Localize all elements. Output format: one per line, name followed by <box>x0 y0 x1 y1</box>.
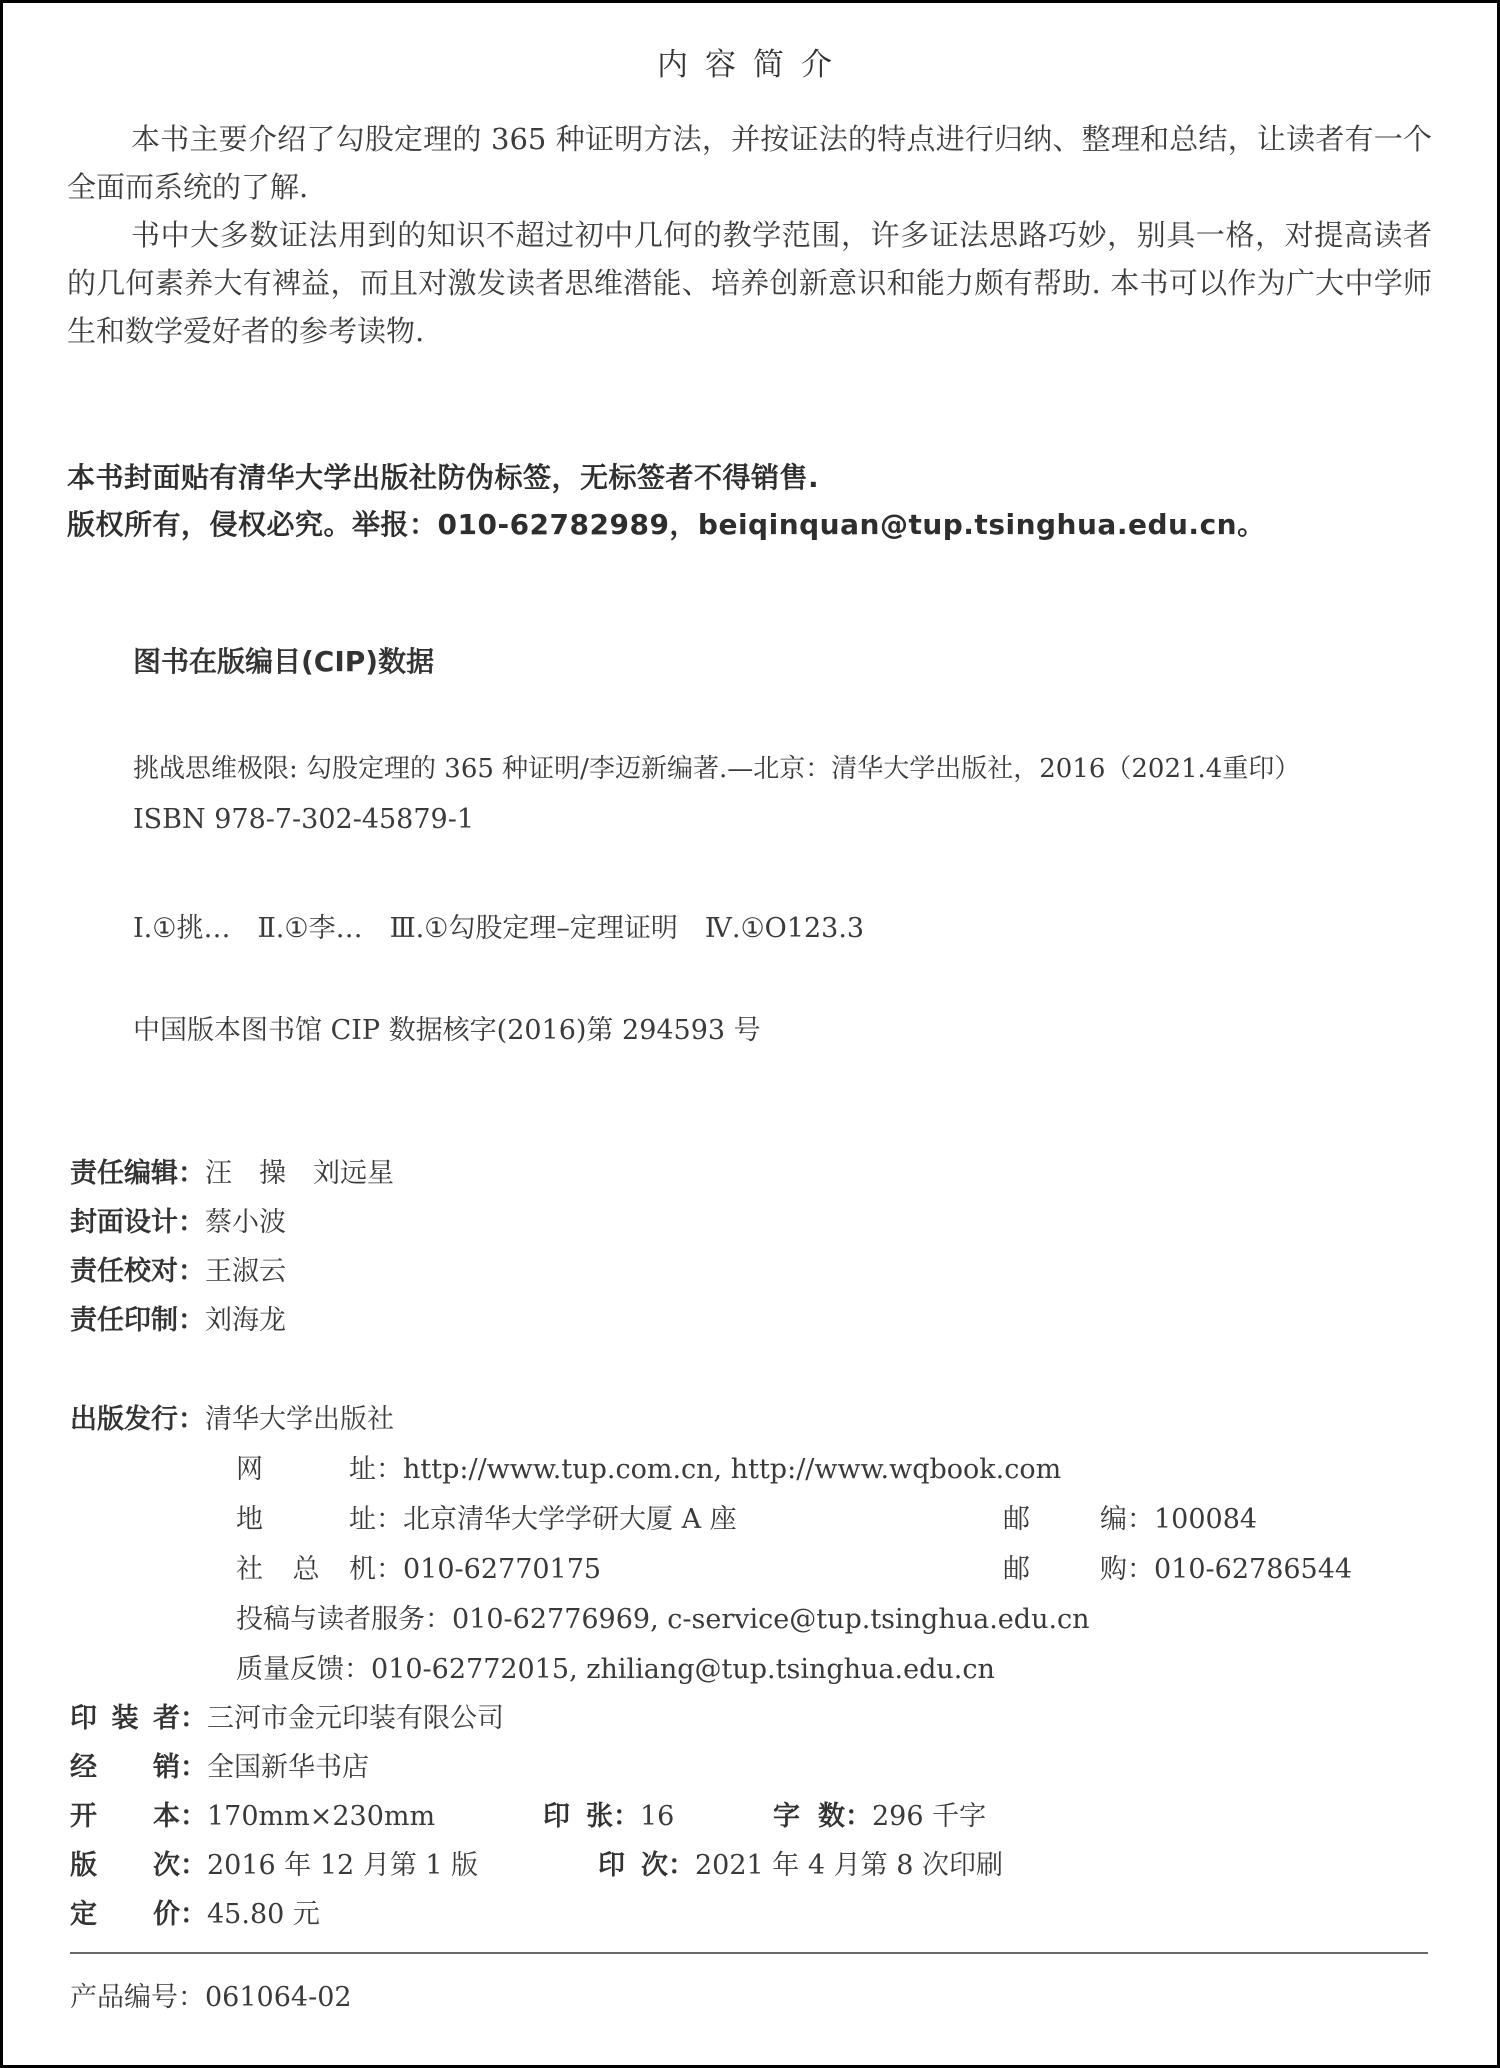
format-label: 开 本 <box>70 1801 180 1832</box>
credit-label: 责任校对： <box>70 1256 205 1287</box>
sheets-value: 16 <box>640 1801 675 1832</box>
sheets-row: 印 张 ：16 <box>543 1794 674 1833</box>
cip-heading: 图书在版编目(CIP)数据 <box>133 645 435 678</box>
switchboard-row: 社 总 机 ：010-62770175 <box>236 1547 601 1586</box>
credit-cover-design <box>70 1200 286 1239</box>
word-count-label: 字 数 <box>773 1801 845 1832</box>
submission-label: 投稿与读者服务： <box>236 1604 452 1635</box>
publisher-row <box>70 1397 394 1436</box>
edition-row: 版 次 ：2016 年 12 月第 1 版 <box>70 1843 478 1882</box>
cip-isbn: ISBN 978-7-302-45879-1 <box>133 804 475 835</box>
price-row: 定 价 ：45.80 元 <box>70 1892 320 1931</box>
distributor-label: 经 销 <box>70 1752 180 1783</box>
quality-feedback-value[interactable]: 010-62772015, zhiliang@tup.tsinghua.edu.cn <box>371 1654 995 1685</box>
anti-counterfeit-notice: 本书封面贴有清华大学出版社防伪标签，无标签者不得销售. <box>67 461 820 494</box>
address-value: 北京清华大学学研大厦 A 座 <box>403 1504 737 1535</box>
product-code-label: 产品编号： <box>70 1982 205 2013</box>
page-title: 内容简介 <box>657 47 849 83</box>
submission-value[interactable]: 010-62776969, c-service@tup.tsinghua.edu.cn <box>452 1604 1090 1635</box>
product-code-value: 061064-02 <box>205 1982 352 2013</box>
edition-label: 版 次 <box>70 1850 180 1881</box>
word-count-row: 字 数 ：296 千字 <box>773 1794 986 1833</box>
credit-label: 封面设计： <box>70 1207 205 1238</box>
address-row: 地 址 ：北京清华大学学研大厦 A 座 <box>236 1497 737 1536</box>
credit-label: 责任印制： <box>70 1305 205 1336</box>
printer-label: 印 装 者 <box>70 1703 180 1734</box>
distributor-value: 全国新华书店 <box>207 1752 369 1783</box>
quality-feedback-label: 质量反馈： <box>236 1654 371 1685</box>
switchboard-label: 社 总 机 <box>236 1554 376 1585</box>
credit-value: 蔡小波 <box>205 1207 286 1238</box>
cip-classification: Ⅰ.①挑… Ⅱ.①李… Ⅲ.①勾股定理–定理证明 Ⅳ.①O123.3 <box>133 913 865 944</box>
price-value: 45.80 元 <box>207 1899 320 1930</box>
mail-order-label: 邮 购 <box>1003 1554 1127 1585</box>
product-code-row <box>70 1975 352 2014</box>
credit-printing-manager <box>70 1298 286 1337</box>
summary-paragraph-2: 书中大多数证法用到的知识不超过初中几何的教学范围，许多证法思路巧妙，别具一格，对提高读者的几何素养大有裨益，而且对激发读者思维潜能、培养创新意识和能力颇有帮助. 本书可以作为广大中学师生和数学爱好者的参考读物. <box>67 218 1432 348</box>
credit-value: 汪 操 刘远星 <box>205 1158 394 1189</box>
website-row: 网 址 ：http://www.tup.com.cn, http://www.wqbook.com <box>236 1447 1061 1486</box>
cip-record: 挑战思维极限: 勾股定理的 365 种证明/李迈新编著.—北京：清华大学出版社，2016（2021.4重印） <box>133 754 1301 784</box>
publisher-name: 清华大学出版社 <box>205 1404 394 1435</box>
postcode-value: 100084 <box>1154 1504 1258 1535</box>
mail-order-row: 邮 购 ：010-62786544 <box>1003 1547 1352 1586</box>
credit-editor <box>70 1151 394 1190</box>
format-value: 170mm×230mm <box>207 1801 436 1832</box>
sheets-label: 印 张 <box>543 1801 613 1832</box>
edition-value: 2016 年 12 月第 1 版 <box>207 1850 479 1881</box>
impression-row: 印 次 ：2021 年 4 月第 8 次印刷 <box>598 1843 1003 1882</box>
footer-divider <box>70 1952 1428 1954</box>
printer-value: 三河市金元印装有限公司 <box>207 1703 504 1734</box>
switchboard-value: 010-62770175 <box>403 1554 602 1585</box>
postcode-label: 邮 编 <box>1003 1504 1127 1535</box>
distributor-row: 经 销 ：全国新华书店 <box>70 1745 369 1784</box>
website-value[interactable]: http://www.tup.com.cn, http://www.wqbook.com <box>403 1454 1062 1485</box>
mail-order-value: 010-62786544 <box>1154 1554 1353 1585</box>
publisher-label: 出版发行： <box>70 1404 205 1435</box>
impression-label: 印 次 <box>598 1850 668 1881</box>
format-row: 开 本 ：170mm×230mm <box>70 1794 435 1833</box>
price-label: 定 价 <box>70 1899 180 1930</box>
copyright-notice: 版权所有，侵权必究。举报：010-62782989，beiqinquan@tup.tsinghua.edu.cn。 <box>67 508 1266 541</box>
postcode-row: 邮 编 ：100084 <box>1003 1497 1257 1536</box>
content-summary <box>67 115 1432 355</box>
credit-value: 王淑云 <box>205 1256 286 1287</box>
quality-feedback-row <box>236 1647 995 1686</box>
credit-label: 责任编辑： <box>70 1158 205 1189</box>
website-label: 网 址 <box>236 1454 376 1485</box>
word-count-value: 296 千字 <box>872 1801 987 1832</box>
printer-row: 印 装 者 ：三河市金元印装有限公司 <box>70 1696 504 1735</box>
address-label: 地 址 <box>236 1504 376 1535</box>
impression-value: 2021 年 4 月第 8 次印刷 <box>695 1850 1003 1881</box>
credit-proofreader <box>70 1249 286 1288</box>
credit-value: 刘海龙 <box>205 1305 286 1336</box>
cip-verification: 中国版本图书馆 CIP 数据核字(2016)第 294593 号 <box>133 1015 761 1046</box>
summary-paragraph-1: 本书主要介绍了勾股定理的 365 种证明方法，并按证法的特点进行归纳、整理和总结，让读者有一个全面而系统的了解. <box>67 122 1432 204</box>
submission-row <box>236 1597 1090 1636</box>
